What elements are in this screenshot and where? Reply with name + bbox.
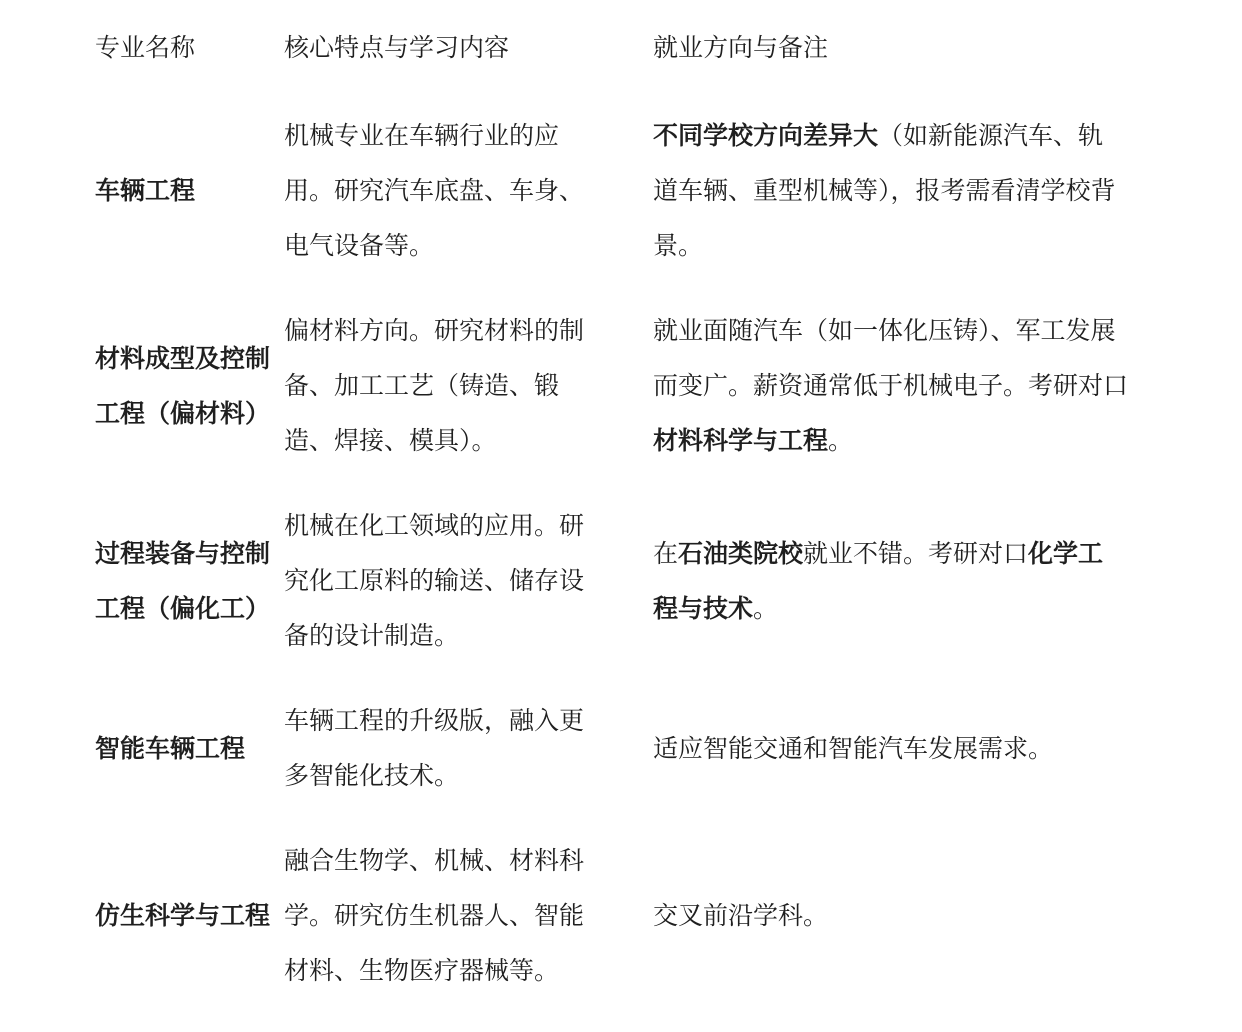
- header-core-content: 核心特点与学习内容: [284, 33, 510, 62]
- core-content: 机械专业在车辆行业的应用。研究汽车底盘、车身、电气设备等。: [284, 121, 585, 260]
- career-note: 交叉前沿学科。: [653, 901, 829, 930]
- table-row: [95, 693, 1135, 803]
- major-name: 车辆工程: [95, 176, 196, 205]
- career-text: （如新能源汽车、轨道车辆、重型机械等），报考需看清学校背景。: [653, 121, 1116, 260]
- core-content: 偏材料方向。研究材料的制备、加工工艺（铸造、锻造、焊接、模具）。: [284, 316, 585, 455]
- career-note: 适应智能交通和智能汽车发展需求。: [653, 733, 1054, 763]
- career-emphasis: 石油类院校: [678, 538, 804, 568]
- career-emphasis: 不同学校方向差异大: [653, 121, 879, 150]
- table-row: [95, 498, 1135, 663]
- major-name: 仿生科学与工程: [95, 901, 271, 930]
- career-text-prefix: 在: [653, 538, 679, 568]
- core-content: 车辆工程的升级版，融入更多智能化技术。: [284, 706, 585, 790]
- major-name: 智能车辆工程: [95, 733, 246, 763]
- career-note: [653, 303, 1128, 468]
- career-text-end: 。: [828, 426, 854, 455]
- career-text: 就业面随汽车（如一体化压铸）、军工发展而变广。薪资通常低于机械电子。考研对口: [653, 316, 1129, 400]
- career-text-end: 。: [753, 593, 779, 623]
- major-table: [95, 20, 1135, 998]
- table-row: [95, 108, 1135, 273]
- career-emphasis: 化学工程与技术: [653, 538, 1104, 623]
- table-header: [95, 20, 1135, 76]
- core-content: 机械在化工领域的应用。研究化工原料的输送、储存设备的设计制造。: [284, 511, 585, 650]
- table-row: [95, 833, 1135, 998]
- core-content: 融合生物学、机械、材料科学。研究仿生机器人、智能材料、生物医疗器械等。: [284, 846, 585, 985]
- career-text: 就业不错。考研对口: [803, 538, 1029, 568]
- major-name: 过程装备与控制工程（偏化工）: [95, 538, 271, 623]
- career-emphasis: 材料科学与工程: [653, 426, 829, 455]
- header-career: 就业方向与备注: [653, 33, 829, 62]
- table-row: [95, 303, 1135, 468]
- header-major-name: 专业名称: [95, 33, 196, 62]
- career-note: [653, 108, 1128, 273]
- major-name: 材料成型及控制工程（偏材料）: [95, 343, 271, 428]
- career-note: [653, 526, 1128, 636]
